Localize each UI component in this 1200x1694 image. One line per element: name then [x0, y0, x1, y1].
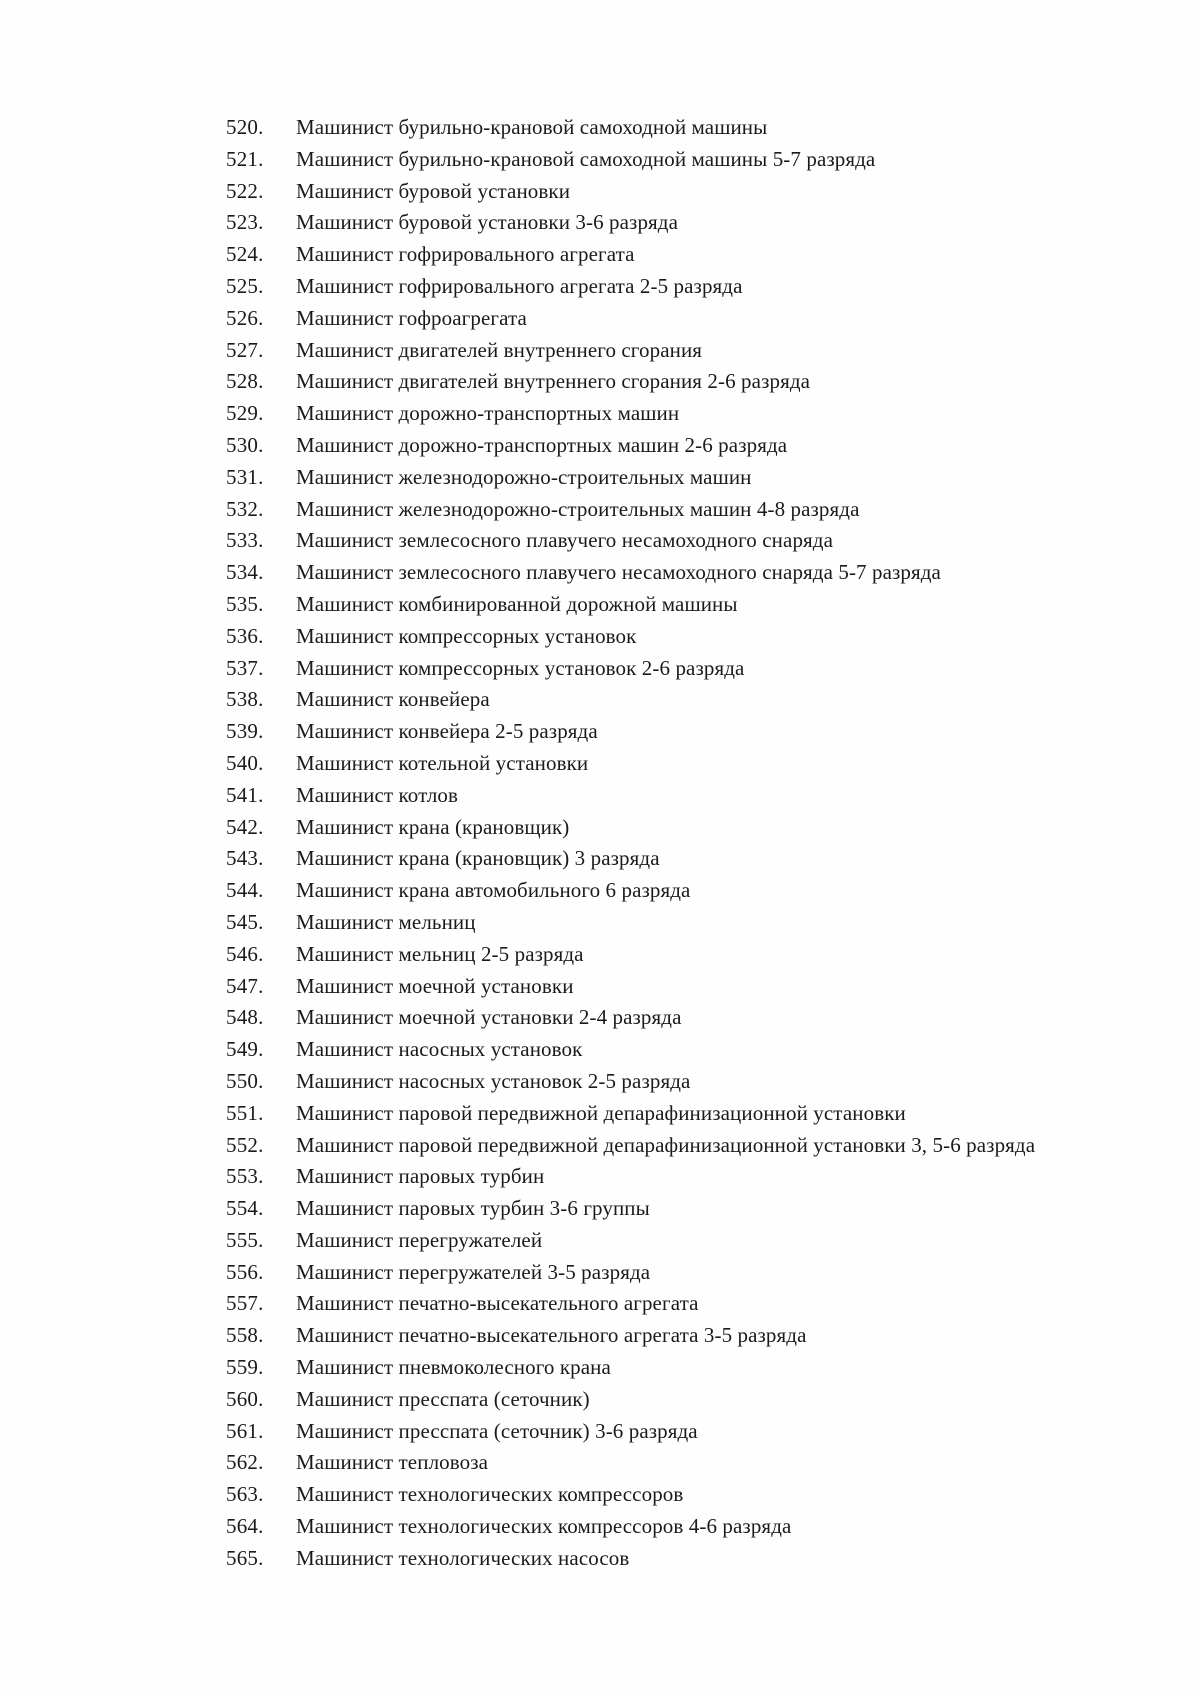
item-text: Машинист конвейера 2-5 разряда	[296, 719, 598, 744]
list-item	[226, 210, 1186, 242]
list-item	[226, 147, 1186, 179]
item-text: Машинист паровых турбин	[296, 1164, 545, 1189]
item-text: Машинист насосных установок	[296, 1037, 583, 1062]
list-item	[226, 656, 1186, 688]
item-text: Машинист мельниц 2-5 разряда	[296, 941, 584, 966]
profession-list	[226, 115, 1186, 1578]
list-item	[226, 1196, 1186, 1228]
list-item	[226, 1387, 1186, 1419]
item-number: 563.	[226, 1482, 264, 1507]
item-text: Машинист крана (крановщик)	[296, 814, 570, 839]
list-item	[226, 497, 1186, 529]
list-item	[226, 1133, 1186, 1165]
list-item	[226, 624, 1186, 656]
list-item	[226, 719, 1186, 751]
list-item	[226, 1260, 1186, 1292]
item-text: Машинист моечной установки	[296, 973, 574, 998]
list-item	[226, 179, 1186, 211]
item-text: Машинист железнодорожно-строительных машин	[296, 464, 752, 489]
item-number: 543.	[226, 846, 264, 871]
list-item	[226, 878, 1186, 910]
item-number: 533.	[226, 528, 264, 553]
item-text: Машинист гофроагрегата	[296, 305, 527, 330]
item-number: 556.	[226, 1259, 264, 1284]
list-item	[226, 1291, 1186, 1323]
item-text: Машинист печатно-высекательного агрегата	[296, 1291, 699, 1316]
list-item	[226, 687, 1186, 719]
item-number: 547.	[226, 973, 264, 998]
item-number: 544.	[226, 878, 264, 903]
list-item	[226, 274, 1186, 306]
list-item	[226, 1037, 1186, 1069]
list-item	[226, 1482, 1186, 1514]
list-item	[226, 369, 1186, 401]
item-number: 535.	[226, 591, 264, 616]
item-text: Машинист технологических компрессоров	[296, 1482, 684, 1507]
item-text: Машинист пресспата (сеточник) 3-6 разряда	[296, 1418, 698, 1443]
item-number: 554.	[226, 1196, 264, 1221]
item-number: 531.	[226, 464, 264, 489]
list-item	[226, 306, 1186, 338]
list-item	[226, 1069, 1186, 1101]
item-text: Машинист технологических насосов	[296, 1545, 630, 1570]
item-text: Машинист котельной установки	[296, 750, 589, 775]
item-text: Машинист дорожно-транспортных машин	[296, 401, 680, 426]
item-number: 538.	[226, 687, 264, 712]
list-item	[226, 1005, 1186, 1037]
item-text: Машинист тепловоза	[296, 1450, 489, 1475]
item-text: Машинист паровой передвижной депарафинизационной установки	[296, 1100, 906, 1125]
list-item	[226, 528, 1186, 560]
item-number: 552.	[226, 1132, 264, 1157]
item-number: 558.	[226, 1323, 264, 1348]
item-number: 545.	[226, 909, 264, 934]
item-text: Машинист технологических компрессоров 4-6 разряда	[296, 1514, 792, 1539]
item-text: Машинист печатно-высекательного агрегата 3-5 разряда	[296, 1323, 807, 1348]
list-item	[226, 592, 1186, 624]
list-item	[226, 783, 1186, 815]
item-number: 555.	[226, 1227, 264, 1252]
list-item	[226, 1101, 1186, 1133]
list-item	[226, 115, 1186, 147]
list-item	[226, 1164, 1186, 1196]
item-number: 549.	[226, 1037, 264, 1062]
item-text: Машинист пневмоколесного крана	[296, 1355, 611, 1380]
item-number: 530.	[226, 432, 264, 457]
item-number: 539.	[226, 719, 264, 744]
item-number: 529.	[226, 401, 264, 426]
list-item	[226, 1450, 1186, 1482]
item-number: 551.	[226, 1100, 264, 1125]
item-number: 523.	[226, 210, 264, 235]
item-text: Машинист железнодорожно-строительных машин 4-8 разряда	[296, 496, 860, 521]
item-text: Машинист землесосного плавучего несамоходного снаряда	[296, 528, 834, 553]
item-number: 562.	[226, 1450, 264, 1475]
list-item	[226, 1323, 1186, 1355]
item-number: 548.	[226, 1005, 264, 1030]
item-number: 520.	[226, 115, 264, 139]
list-item	[226, 910, 1186, 942]
item-number: 532.	[226, 496, 264, 521]
item-number: 561.	[226, 1418, 264, 1443]
item-number: 524.	[226, 242, 264, 267]
item-text: Машинист конвейера	[296, 687, 490, 712]
item-number: 537.	[226, 655, 264, 680]
item-number: 541.	[226, 782, 264, 807]
item-text: Машинист пресспата (сеточник)	[296, 1386, 590, 1411]
item-number: 526.	[226, 305, 264, 330]
item-text: Машинист мельниц	[296, 909, 476, 934]
list-item	[226, 338, 1186, 370]
list-item	[226, 815, 1186, 847]
item-text: Машинист землесосного плавучего несамоходного снаряда 5-7 разряда	[296, 560, 941, 585]
item-number: 542.	[226, 814, 264, 839]
item-text: Машинист двигателей внутреннего сгорания	[296, 337, 703, 362]
item-number: 540.	[226, 750, 264, 775]
list-item	[226, 1546, 1186, 1578]
item-text: Машинист гофрировального агрегата 2-5 разряда	[296, 273, 743, 298]
item-number: 557.	[226, 1291, 264, 1316]
item-text: Машинист буровой установки 3-6 разряда	[296, 210, 679, 235]
item-number: 559.	[226, 1355, 264, 1380]
list-item	[226, 242, 1186, 274]
list-item	[226, 560, 1186, 592]
item-text: Машинист комбинированной дорожной машины	[296, 591, 738, 616]
item-text: Машинист буровой установки	[296, 178, 571, 203]
list-item	[226, 1419, 1186, 1451]
item-text: Машинист крана (крановщик) 3 разряда	[296, 846, 660, 871]
item-text: Машинист перегружателей 3-5 разряда	[296, 1259, 651, 1284]
list-item	[226, 433, 1186, 465]
list-item	[226, 1228, 1186, 1260]
item-text: Машинист паровых турбин 3-6 группы	[296, 1196, 650, 1221]
item-number: 534.	[226, 560, 264, 585]
list-item	[226, 974, 1186, 1006]
list-item	[226, 751, 1186, 783]
item-text: Машинист компрессорных установок 2-6 разряда	[296, 655, 745, 680]
list-item	[226, 1514, 1186, 1546]
item-text: Машинист котлов	[296, 782, 459, 807]
item-text: Машинист дорожно-транспортных машин 2-6 разряда	[296, 432, 788, 457]
list-item	[226, 465, 1186, 497]
item-text: Машинист гофрировального агрегата	[296, 242, 635, 267]
item-number: 536.	[226, 623, 264, 648]
item-text: Машинист крана автомобильного 6 разряда	[296, 878, 691, 903]
item-number: 525.	[226, 273, 264, 298]
item-text: Машинист двигателей внутреннего сгорания 2-6 разряда	[296, 369, 811, 394]
item-number: 560.	[226, 1386, 264, 1411]
item-number: 553.	[226, 1164, 264, 1189]
item-text: Машинист компрессорных установок	[296, 623, 637, 648]
item-number: 564.	[226, 1514, 264, 1539]
item-text: Машинист бурильно-крановой самоходной машины 5-7 разряда	[296, 146, 876, 171]
item-text: Машинист бурильно-крановой самоходной машины	[296, 115, 768, 139]
item-number: 521.	[226, 146, 264, 171]
item-number: 528.	[226, 369, 264, 394]
item-number: 522.	[226, 178, 264, 203]
item-number: 565.	[226, 1545, 264, 1570]
list-item	[226, 846, 1186, 878]
item-text: Машинист перегружателей	[296, 1227, 543, 1252]
list-item	[226, 942, 1186, 974]
list-item	[226, 1355, 1186, 1387]
item-text: Машинист насосных установок 2-5 разряда	[296, 1068, 691, 1093]
item-number: 546.	[226, 941, 264, 966]
item-text: Машинист моечной установки 2-4 разряда	[296, 1005, 682, 1030]
item-number: 550.	[226, 1068, 264, 1093]
item-text: Машинист паровой передвижной депарафинизационной установки 3, 5-6 разряда	[296, 1132, 1036, 1157]
item-number: 527.	[226, 337, 264, 362]
list-item	[226, 401, 1186, 433]
